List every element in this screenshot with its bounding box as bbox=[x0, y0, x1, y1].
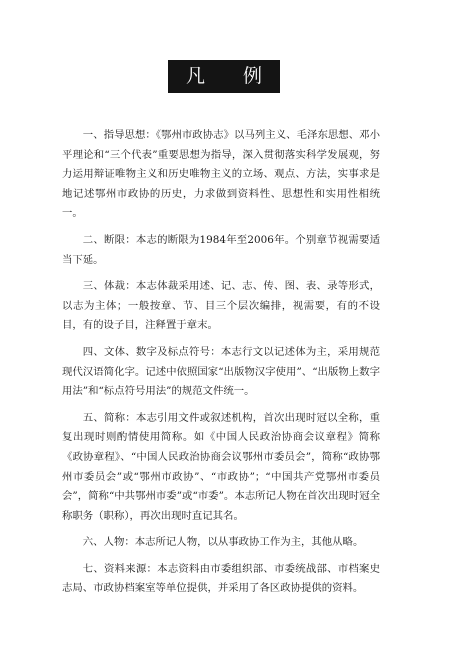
paragraph-sources: 七、资料来源：本志资料由市委组织部、市委统战部、市档案史志局、市政协档案室等单位提供，并采用了各区政协提供的资料。 bbox=[62, 562, 380, 595]
page-title: 凡 例 bbox=[185, 65, 279, 87]
guidelines-body bbox=[62, 126, 380, 606]
paragraph-abbreviations: 五、简称：本志引用文件或叙述机构，首次出现时冠以全称，重复出现时则酌情使用简称。如《中国人民政治协商会议章程》简称《政协章程》、“中国人民政治协商会议鄂州市委员会”，简称“政协鄂州市委员会”或“鄂州市政协”、“市政协”；“中国共产党鄂州市委员会”，简称“中共鄂州市委”或“市委”。本志所记人物在首次出现时冠全称职务（职称），再次出现时直记其名。 bbox=[62, 411, 380, 522]
paragraph-genre: 三、体裁：本志体裁采用述、记、志、传、图、表、录等形式，以志为主体；一般按章、节、目三个层次编排，视需要，有的不设目，有的设子目，注释置于章末。 bbox=[62, 280, 380, 332]
title-banner bbox=[168, 60, 280, 93]
paragraph-style-numbers-punctuation: 四、文体、数字及标点符号：本志行文以记述体为主，采用规范现代汉语简化字。记述中依照国家“出版物汉字使用”、“出版物上数字用法”和“标点符号用法”的规范文件统一。 bbox=[62, 345, 380, 398]
paragraph-persons: 六、人物：本志所记人物，以从事政协工作为主，其他从略。 bbox=[82, 536, 364, 549]
paragraph-guiding-ideology: 一、指导思想：《鄂州市政协志》以马列主义、毛泽东思想、邓小平理论和“三个代表”重要思想为指导，深入贯彻落实科学发展观，努力运用辩证唯物主义和历史唯物主义的立场、观点、方法，实事求是地记述鄂州市政协的历史，力求做到资料性、思想性和实用性相统一。 bbox=[62, 129, 380, 220]
paragraph-time-limit: 二、断限：本志的断限为1984年至2006年。个别章节视需要适当下延。 bbox=[62, 233, 380, 266]
